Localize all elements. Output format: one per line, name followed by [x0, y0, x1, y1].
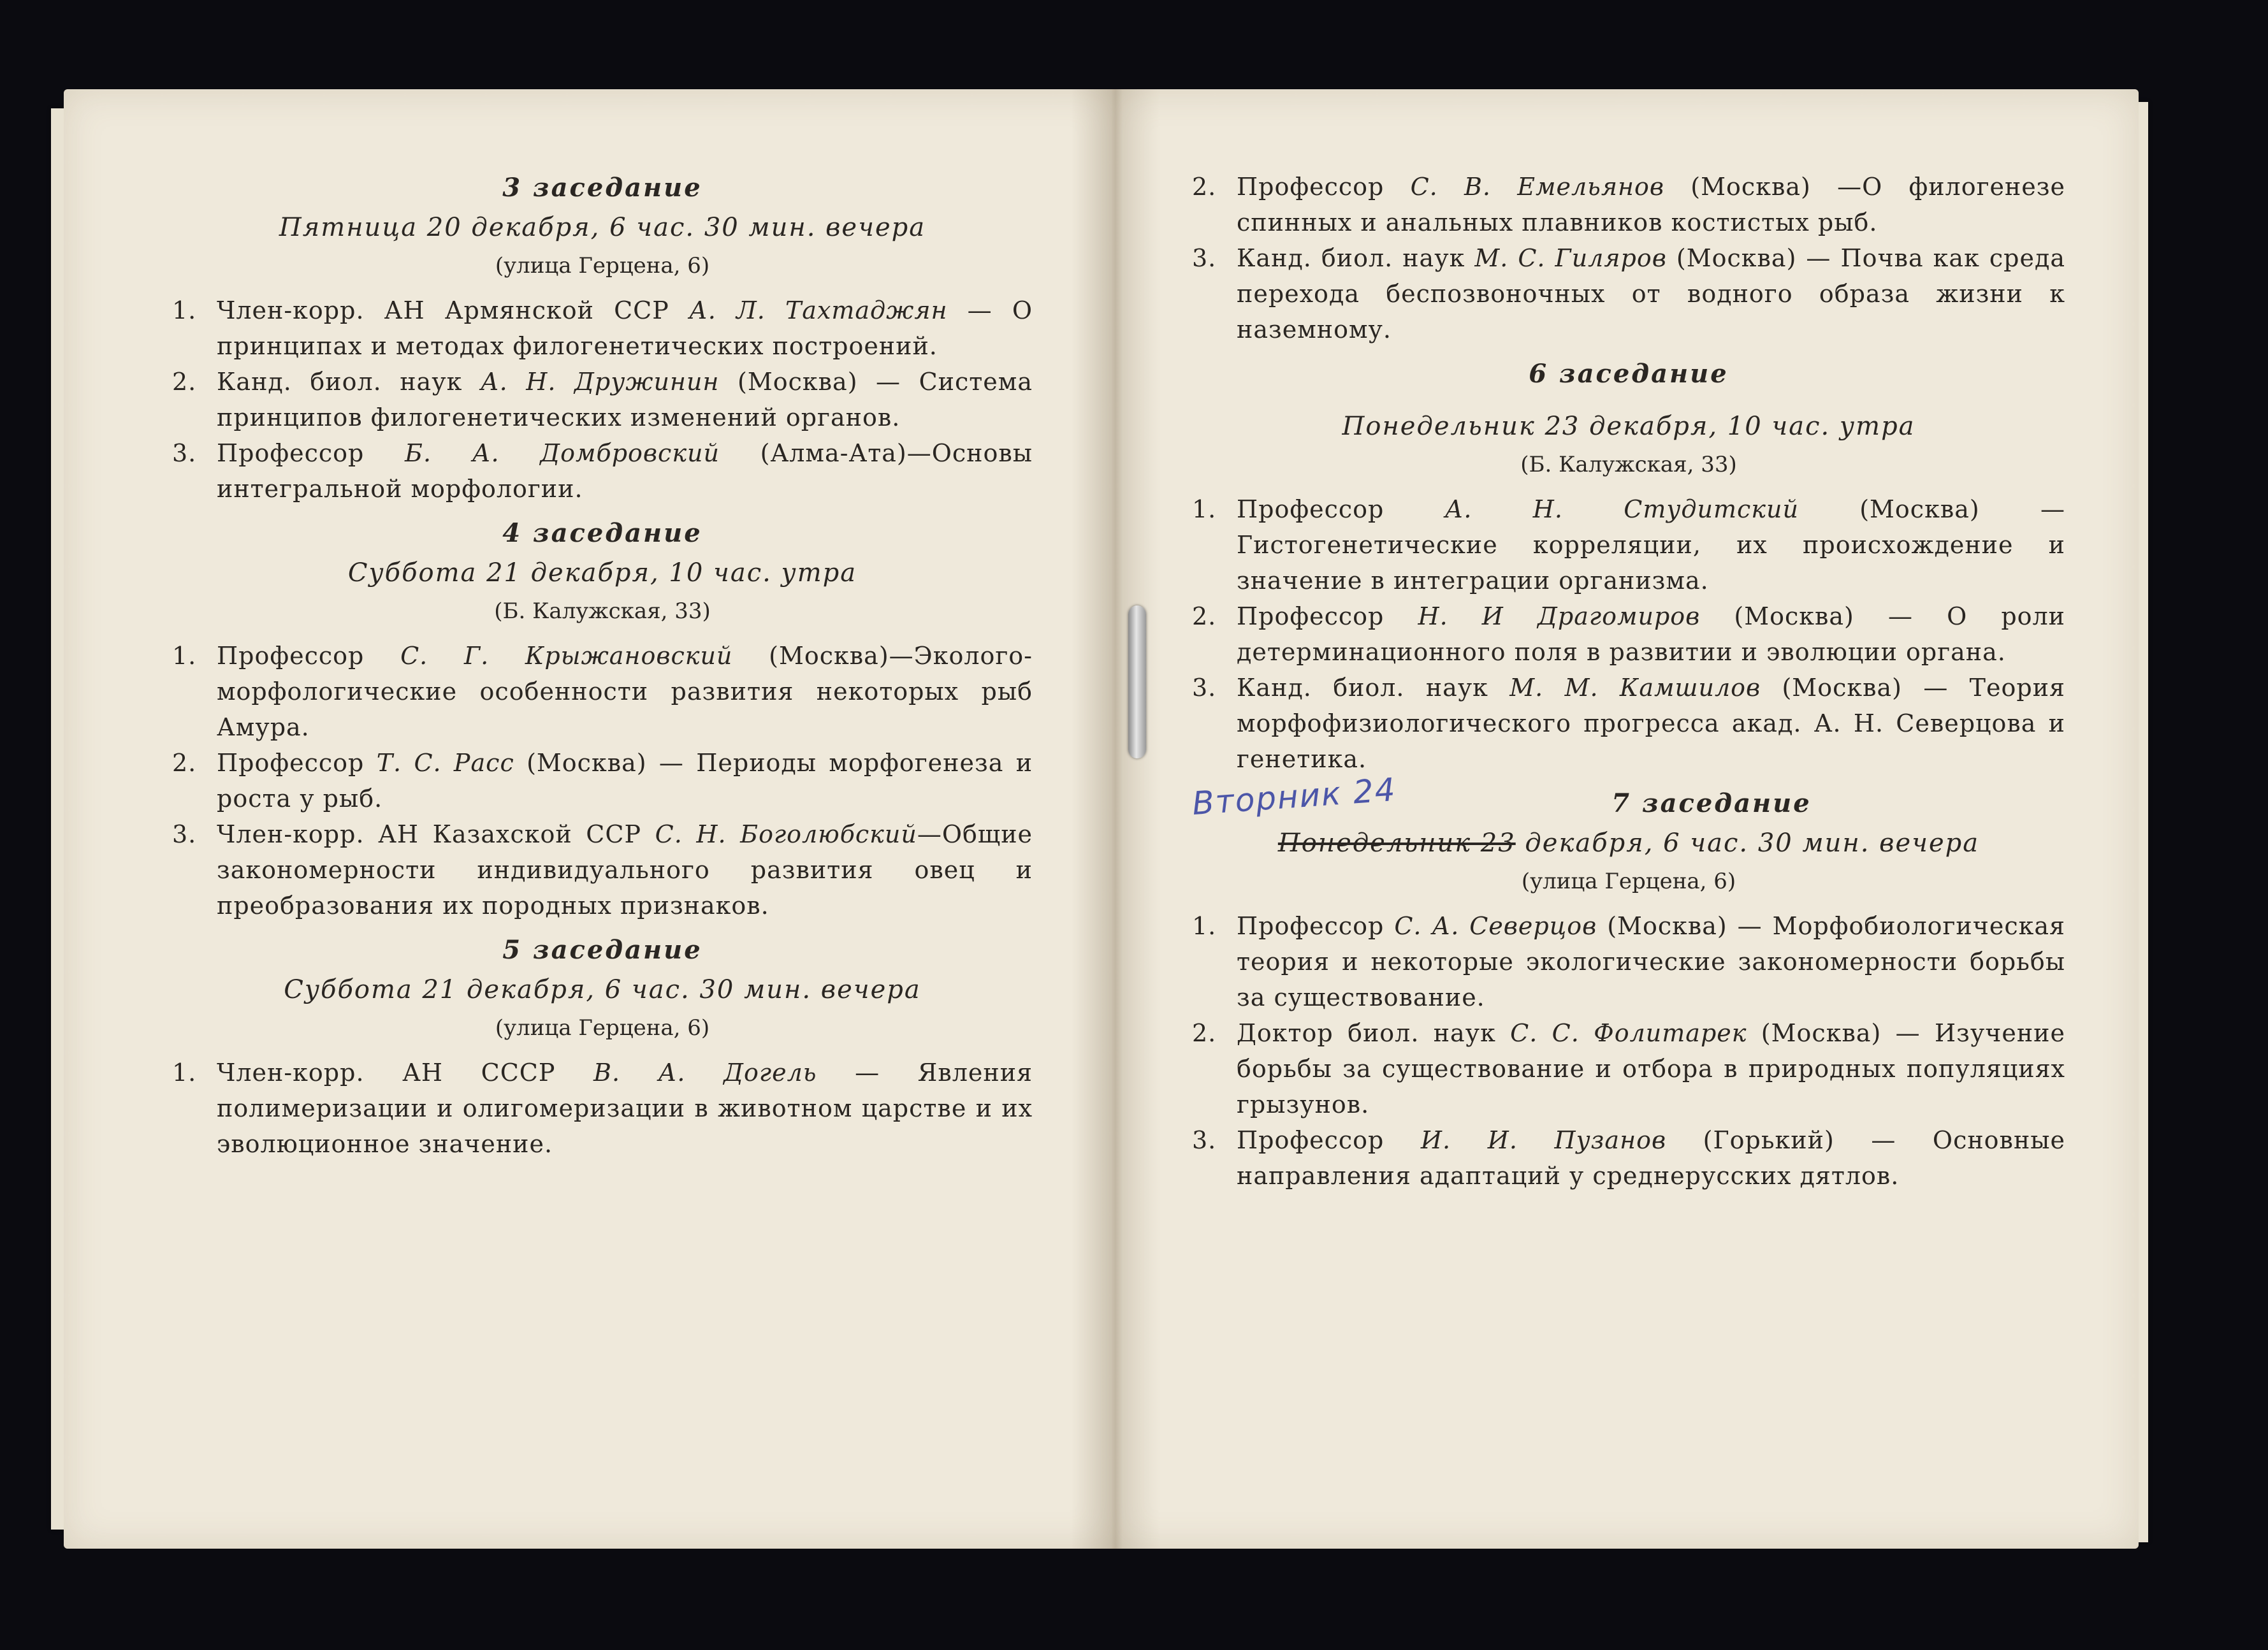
binding-gutter [1071, 89, 1160, 1549]
list-item: 3. Профессор И. И. Пузанов (Горький) — Основные направления адаптаций у среднерусских дятлов. [1192, 1126, 2066, 1190]
left-column [172, 169, 1033, 1162]
session-place: (улица Герцена, 6) [495, 1015, 710, 1041]
list-item: 1. Член-корр. АН Армянской ССР А. Л. Тахтаджян — О принципах и методах филогенетических построений. [172, 296, 1033, 360]
list-item: 2. Доктор биол. наук С. С. Фолитарек (Москва) — Изучение борьбы за существование и отбора в природных популяциях грызунов. [1192, 1019, 2065, 1118]
session-date: Суббота 21 декабря, 6 час. 30 мин. вечера [284, 975, 921, 1004]
session-date: Пятница 20 декабря, 6 час. 30 мин. вечера [279, 213, 926, 242]
session-5 [172, 931, 1033, 1162]
list-item: 3. Член-корр. АН Казахской ССР С. Н. Боголюбский—Общие закономерности индивидуального развития овец и преобразования их породных признаков. [172, 820, 1033, 920]
list-item: 1. Профессор А. Н. Студитский (Москва) — Гистогенетические корреляции, их происхождение и значение в интеграции организма. [1192, 495, 2065, 595]
session-title: 7 заседание [1611, 788, 1812, 818]
list-item: 3. Канд. биол. наук М. С. Гиляров (Москва) — Почва как среда перехода беспозвоночных от водного образа жизни к наземному. [1192, 244, 2065, 344]
list-item: 2. Профессор Т. С. Расс (Москва) — Периоды морфогенеза и роста у рыб. [172, 749, 1033, 813]
list-item: 2. Канд. биол. наук А. Н. Дружинин (Москва) — Система принципов филогенетических изменений органов. [172, 368, 1033, 431]
handwritten-annotation: Вторник 24 [1191, 771, 1398, 823]
session-4 [172, 514, 1033, 923]
session-5-continued [1192, 169, 2065, 347]
session-7 [1191, 771, 2066, 1194]
session-title: 4 заседание [502, 518, 702, 548]
session-date: Суббота 21 декабря, 10 час. утра [347, 558, 857, 588]
right-column [1192, 169, 2065, 1194]
list-item: 3. Канд. биол. наук М. М. Камшилов (Москва) — Теория морфофизиологического прогресса акад. А. Н. Северцова и генетика. [1192, 674, 2065, 773]
staple [1128, 605, 1146, 758]
struck-date: Понедельник 23 [1277, 829, 1516, 858]
session-date: Понедельник 23 декабря, 10 час. утра [1342, 412, 1915, 441]
list-item: 1. Профессор С. Г. Крыжановский (Москва)—Эколого-морфологические особенности развития некоторых рыб Амура. [172, 642, 1033, 741]
list-item: 1. Член-корр. АН СССР В. А. Догель — Явления полимеризации и олигомеризации в животном царстве и их эволюционное значение. [172, 1059, 1033, 1158]
session-place: (улица Герцена, 6) [495, 253, 710, 279]
list-item: 2. Профессор Н. И Драгомиров (Москва) — О роли детерминационного поля в развитии и эволюции органа. [1192, 602, 2065, 666]
session-title: 5 заседание [502, 935, 702, 965]
list-item: 1. Профессор С. А. Северцов (Москва) — Морфобиологическая теория и некоторые экологические закономерности борьбы за существование. [1192, 912, 2065, 1011]
session-title: 6 заседание [1529, 359, 1729, 389]
list-item: 2. Профессор С. В. Емельянов (Москва) —О филогенезе спинных и анальных плавников костистых рыб. [1192, 173, 2065, 236]
session-3 [172, 169, 1033, 507]
session-place: (Б. Калужская, 33) [494, 598, 711, 624]
list-item: 3. Профессор Б. А. Домбровский (Алма-Ата)—Основы интегральной морфологии. [172, 439, 1033, 503]
session-title: 3 заседание [502, 173, 702, 203]
session-6 [1192, 355, 2065, 777]
booklet [51, 83, 2148, 1561]
session-date: Понедельник 23 декабря, 6 час. 30 мин. вечера [1277, 829, 1980, 858]
session-place: (улица Герцена, 6) [1521, 869, 1736, 894]
session-place: (Б. Калужская, 33) [1520, 452, 1737, 477]
